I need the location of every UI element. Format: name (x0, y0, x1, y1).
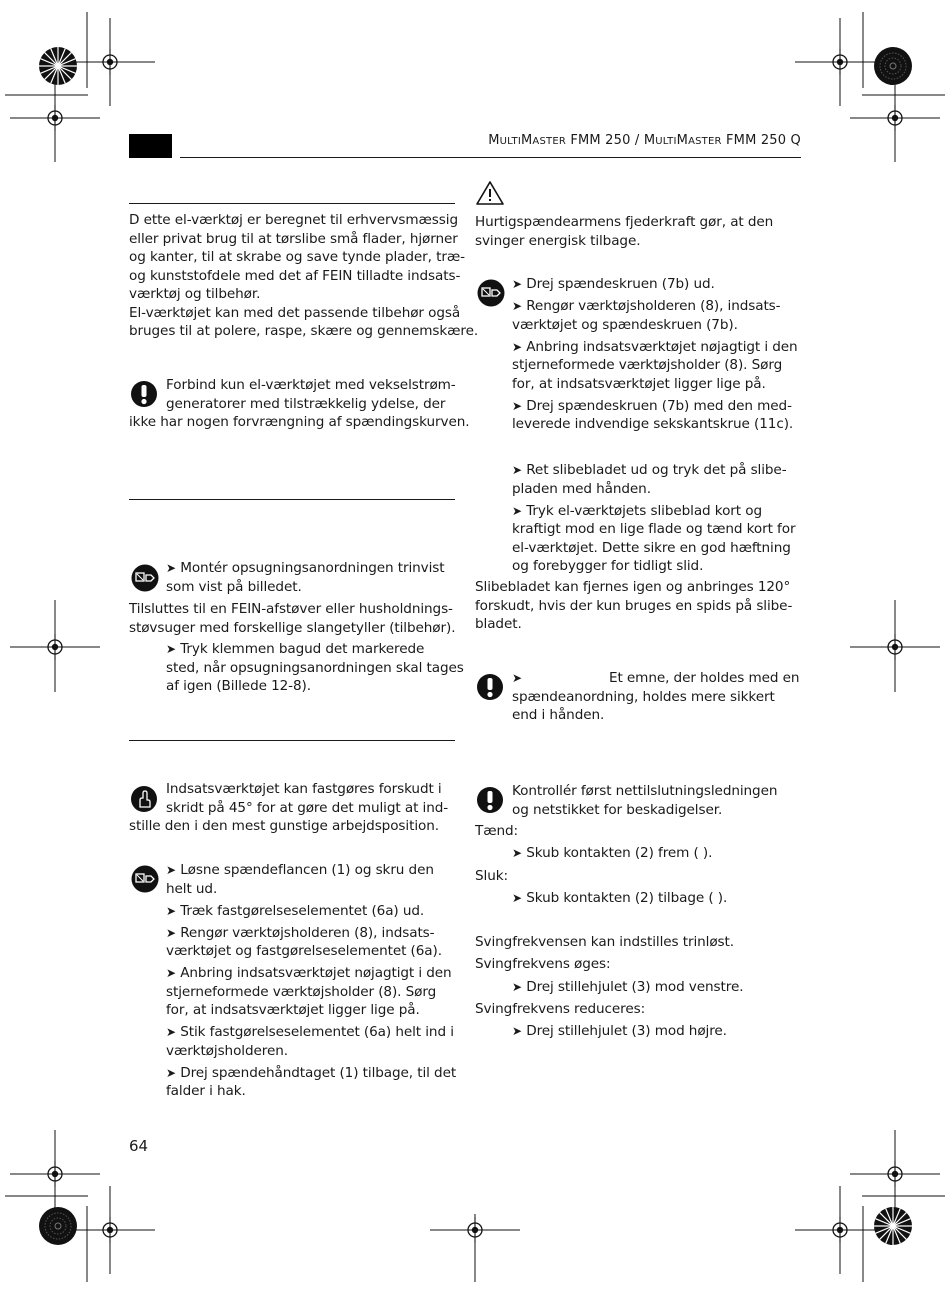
arrow-icon: ➤ (166, 1065, 176, 1080)
frequency-text: Svingfrekvensen kan indstilles trinløst. (475, 934, 734, 950)
text-line: Slibebladet kan fjernes igen og anbringes 120° (475, 579, 791, 595)
header-title-part: FMM 250 Q (721, 133, 801, 148)
caution-triangle-icon (475, 180, 505, 206)
text-line: ikke har nogen forvrængning af spændingskurven. (129, 414, 470, 430)
arrow-icon: ➤ (166, 1025, 176, 1039)
frequency-up-label: Svingfrekvens øges: (475, 956, 611, 972)
step-line: ➤ Tryk el-værktøjets slibeblad kort og (512, 502, 762, 519)
arrow-icon: ➤ (166, 642, 176, 656)
step-line: ➤ Træk fastgørelseselementet (6a) ud. (166, 902, 425, 919)
text-line: El-værktøjet kan med det passende tilbehør også (129, 304, 461, 321)
step-line: stjerneformede værktøjsholder (8). Sørg (512, 357, 783, 373)
step-line: ➤ Ret slibebladet ud og tryk det på slibe- (512, 462, 787, 478)
step-line: ➤ Montér opsugningsanordningen trinvist (166, 560, 445, 576)
text-line: Tilsluttes til en FEIN-afstøver eller husholdnings- (129, 601, 453, 617)
step-line: ➤ Drej spændeskruen (7b) med den med- (512, 397, 792, 414)
step-line: pladen med hånden. (512, 480, 651, 497)
frequency-down-step: ➤ Drej stillehjulet (3) mod højre. (512, 1023, 727, 1039)
step-line: ➤ Anbring indsatsværktøjet nøjagtigt i den (166, 965, 452, 981)
step-line: el-værktøjet. Dette sikre en god hæftning (512, 539, 791, 556)
header-title-part: ASTER (532, 136, 566, 147)
text-line: Hurtigspændearmens fjederkraft gør, at den (475, 214, 774, 230)
header-title-part: ULTI (655, 136, 677, 147)
switch-on-step: ➤ Skub kontakten (2) frem ( ). (512, 845, 713, 861)
arrow-icon: ➤ (166, 561, 176, 575)
language-tab-block (129, 134, 172, 158)
arrow-icon: ➤ (166, 966, 176, 980)
step-line: værktøjet og fastgørelseselementet (6a). (166, 943, 442, 959)
step-line: ➤ Anbring indsatsværktøjet nøjagtigt i den (512, 338, 798, 355)
text-line: og netstikket for beskadigelser. (512, 801, 723, 818)
header-title-part: M (676, 133, 689, 148)
arrow-icon: ➤ (166, 863, 176, 877)
header-title-part: ULTI (499, 136, 521, 147)
step-line: for, at indsatsværktøjet ligger lige på. (166, 1002, 420, 1018)
arrow-icon: ➤ (512, 671, 522, 685)
arrow-icon: ➤ (512, 339, 522, 354)
header-title-part: M (643, 133, 656, 148)
step-line: ➤ Drej spændeskruen (7b) ud. (512, 276, 715, 292)
switch-off-label: Sluk: (475, 868, 508, 884)
frequency-up-step: ➤ Drej stillehjulet (3) mod venstre. (512, 979, 744, 995)
text-line: bruges til at polere, raspe, skære og gennemskære. (129, 323, 479, 339)
arrow-icon: ➤ (166, 925, 176, 940)
arrow-icon: ➤ (512, 277, 522, 291)
text-line: værktøj og tilbehør. (129, 286, 261, 302)
step-line: af igen (Billede 12-8). (166, 678, 311, 694)
step-line: ➤ Stik fastgørelseselementet (6a) helt ind i (166, 1024, 454, 1040)
warning-icon (476, 673, 504, 701)
text-line: skridt på 45° for at gøre det muligt at ind- (166, 799, 449, 816)
warning-icon (130, 380, 158, 408)
arrow-icon: ➤ (512, 980, 522, 994)
text-line: og kanter, til at skrabe og save tynde plader, træ- (129, 249, 465, 265)
tip-icon (130, 785, 158, 813)
step-line: ➤ Rengør værktøjsholderen (8), indsats- (512, 298, 781, 314)
action-icon (476, 279, 506, 307)
step-line: sted, når opsugningsanordningen skal tages (166, 659, 464, 676)
text-line: svinger energisk tilbage. (475, 232, 641, 249)
page-number: 64 (129, 1137, 148, 1155)
step-line: som vist på billedet. (166, 578, 302, 595)
action-icon (130, 564, 160, 592)
text-line: Forbind kun el-værktøjet med vekselstrøm- (166, 377, 456, 393)
text-line: og kunststofdele med det af FEIN tilladte indsats- (129, 267, 461, 284)
arrow-icon: ➤ (512, 891, 522, 905)
arrow-icon: ➤ (512, 1024, 522, 1038)
step-line: ➤ Rengør værktøjsholderen (8), indsats- (166, 924, 435, 941)
step-line: stjerneformede værktøjsholder (8). Sørg (166, 983, 437, 1000)
text-line: stille den i den mest gunstige arbejdsposition. (129, 818, 439, 834)
step-line: for, at indsatsværktøjet ligger lige på. (512, 375, 766, 392)
header-rule (180, 157, 801, 158)
arrow-icon: ➤ (166, 903, 176, 918)
arrow-icon: ➤ (512, 398, 522, 413)
text-line: D ette el-værktøj er beregnet til erhvervsmæssig (129, 212, 458, 228)
text-line: støvsuger med forskellige slangetyller (tilbehør). (129, 619, 456, 636)
arrow-icon: ➤ (512, 846, 522, 860)
header-title-part: ASTER (688, 136, 722, 147)
step-line: ➤ Løsne spændeflancen (1) og skru den (166, 862, 434, 878)
text-line: Kontrollér først nettilslutningsledningen (512, 783, 778, 799)
step-line: ➤ Tryk klemmen bagud det markerede (166, 641, 425, 657)
arrow-icon: ➤ (512, 503, 522, 518)
step-line: værktøjet og spændeskruen (7b). (512, 316, 738, 333)
text-line: bladet. (475, 616, 522, 632)
step-line: falder i hak. (166, 1083, 246, 1099)
section-rule-2 (129, 499, 455, 500)
step-line: end i hånden. (512, 707, 605, 723)
warning-icon (476, 786, 504, 814)
header-title (488, 133, 801, 148)
step-line: helt ud. (166, 880, 218, 897)
step-line: leverede indvendige sekskantskrue (11c). (512, 416, 794, 432)
switch-off-step: ➤ Skub kontakten (2) tilbage ( ). (512, 890, 728, 906)
arrow-icon: ➤ (512, 463, 522, 477)
step-line: og forebygger for tidligt slid. (512, 558, 704, 574)
text-line: Indsatsværktøjet kan fastgøres forskudt i (166, 781, 442, 797)
step-line: værktøjsholderen. (166, 1042, 288, 1059)
text-line: generatorer med tilstrækkelig ydelse, der (166, 395, 446, 412)
text-line: forskudt, hvis der kun bruges en spids på slibe- (475, 597, 793, 614)
step-line: kraftigt mod en lige flade og tænd kort for (512, 521, 796, 537)
step-line: ➤ Drej spændehåndtaget (1) tilbage, til det (166, 1064, 457, 1081)
step-line: spændeanordning, holdes mere sikkert (512, 688, 775, 705)
section-rule-1 (129, 203, 455, 204)
action-icon (130, 865, 160, 893)
header-title-part: M (488, 133, 500, 148)
header-title-part: M (521, 133, 533, 148)
step-line: ➤ Et emne, der holdes med en (512, 670, 800, 686)
header-title-part: FMM 250 / (566, 133, 644, 148)
switch-on-label: Tænd: (475, 823, 518, 839)
frequency-down-label: Svingfrekvens reduceres: (475, 1001, 646, 1017)
text-line: eller privat brug til at tørslibe små flader, hjørner (129, 230, 458, 247)
section-rule-3 (129, 740, 455, 741)
arrow-icon: ➤ (512, 299, 522, 313)
